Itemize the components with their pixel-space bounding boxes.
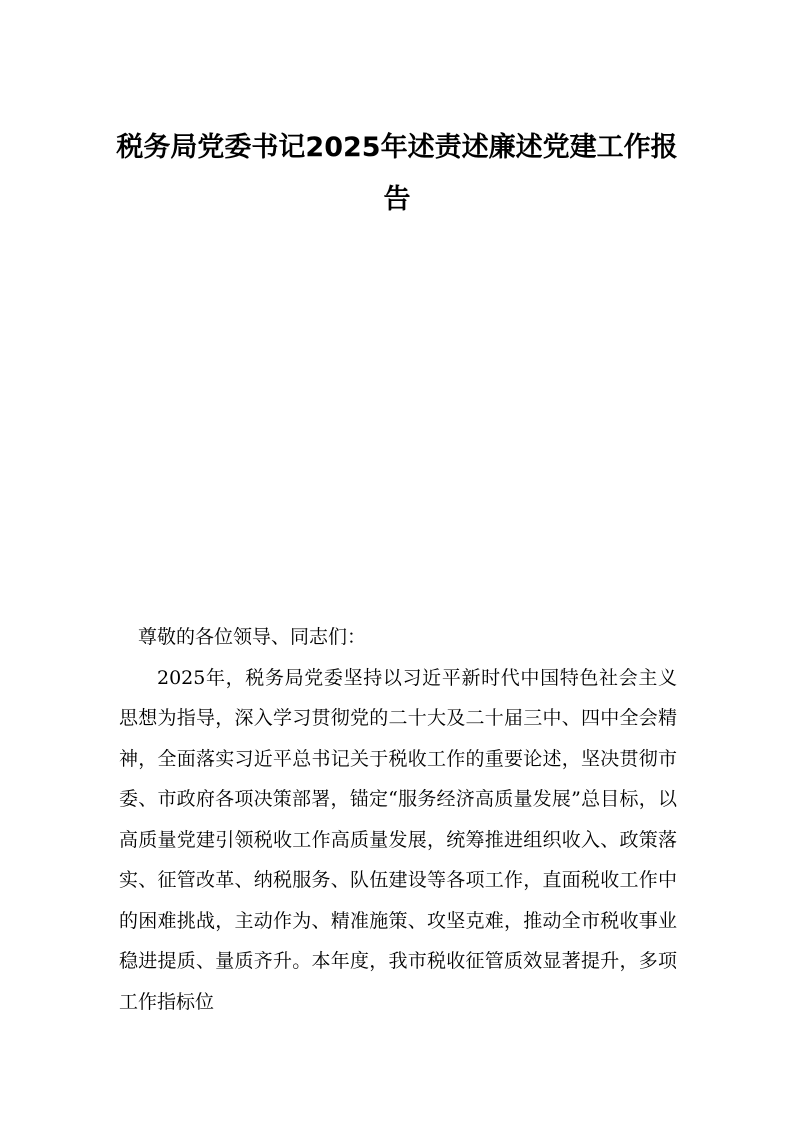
body-paragraph: 2025年，税务局党委坚持以习近平新时代中国特色社会主义思想为指导，深入学习贯彻党的二十大及二十届三中、四中全会精神，全面落实习近平总书记关于税收工作的重要论述，坚决贯彻市委、市政府各项决策部署，锚定“服务经济高质量发展”总目标，以高质量党建引领税收工作高质量发展，统筹推进组织收入、政策落实、征管改革、纳税服务、队伍建设等各项工作，直面税收工作中的困难挑战，主动作为、精准施策、攻坚克难，推动全市税收事业稳进提质、量质齐升。本年度，我市税收征管质效显著提升，多项工作指标位 xyxy=(119,666,677,1013)
document-title: 税务局党委书记2025年述责述廉述党建工作报告 xyxy=(116,132,678,215)
salutation: 尊敬的各位领导、同志们： xyxy=(138,626,367,648)
document-body xyxy=(119,617,677,1022)
